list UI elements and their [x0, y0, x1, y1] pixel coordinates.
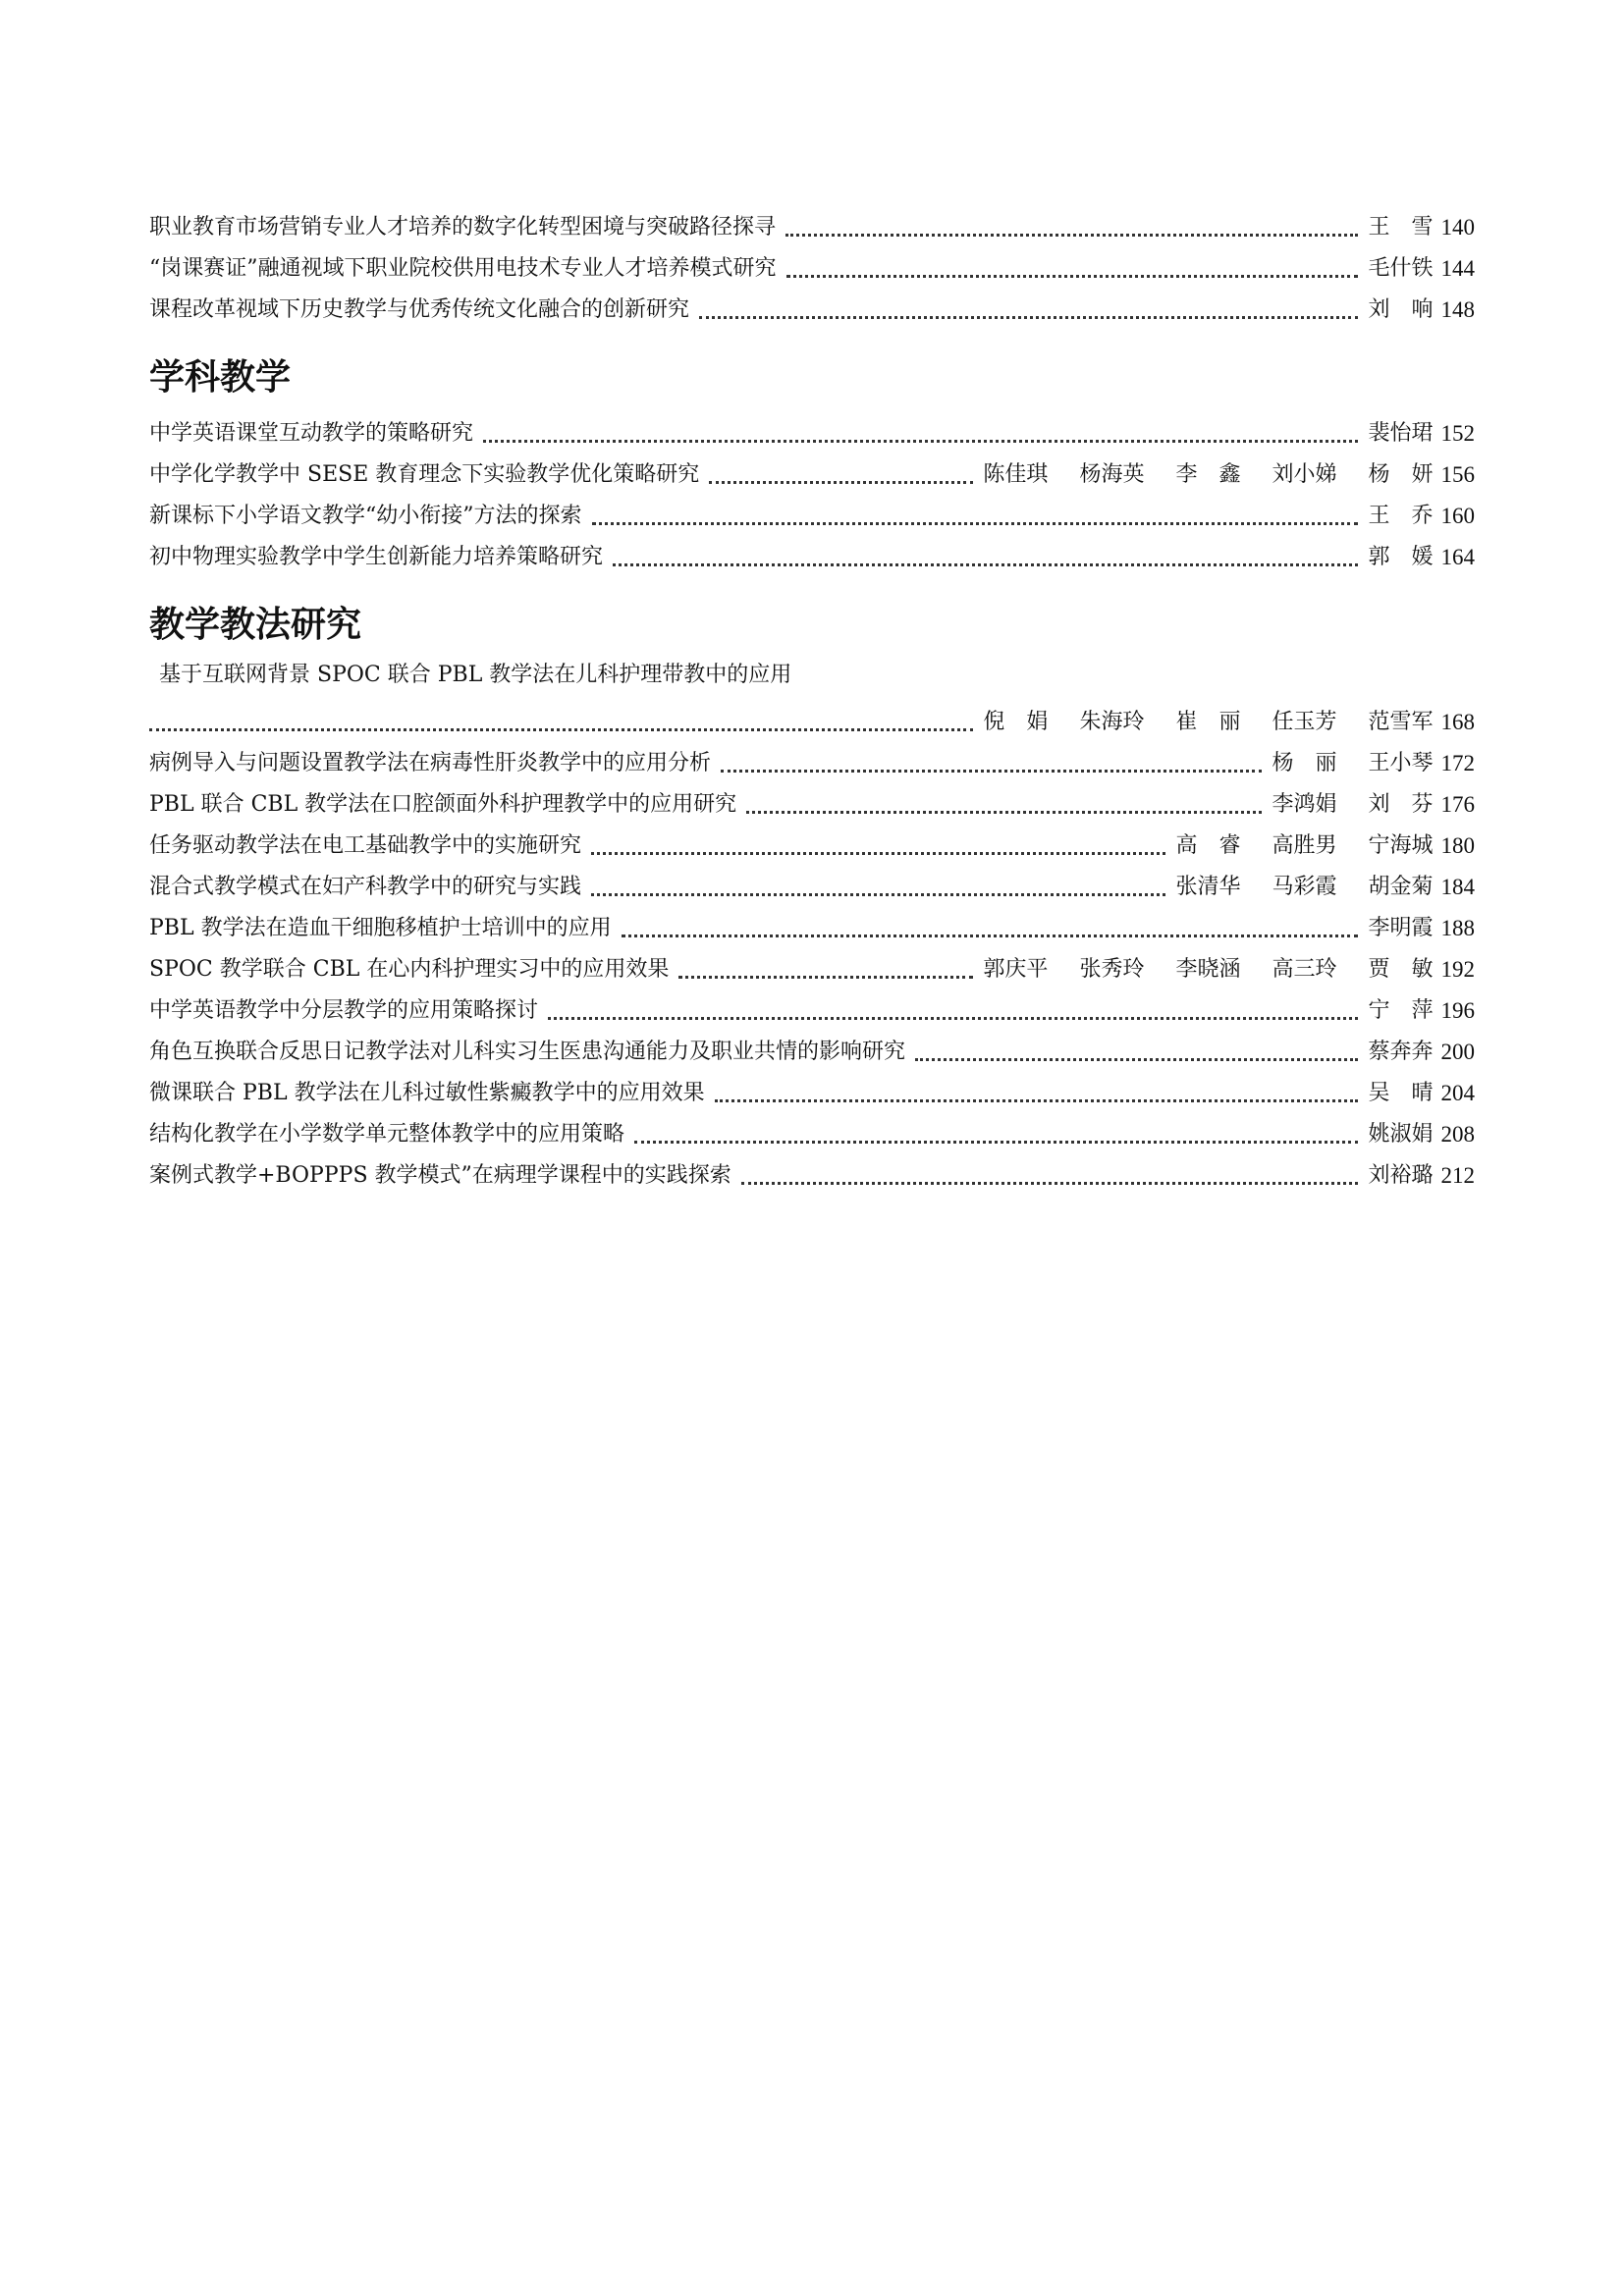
toc-entry[interactable]: [149, 820, 1475, 861]
author-name: 范雪军: [1368, 710, 1434, 734]
entry-page-number: 144: [1440, 256, 1475, 281]
toc-entry[interactable]: [149, 1108, 1475, 1149]
section-heading: 教学教法研究: [149, 605, 362, 645]
section-heading: 学科教学: [149, 357, 292, 398]
author-name: 裴怡珺: [1368, 421, 1434, 446]
entry-page-number: 200: [1440, 1040, 1475, 1064]
entry-authors: [983, 460, 1433, 490]
author-name: 贾 敏: [1368, 957, 1434, 982]
entry-title: 病例导入与问题设置教学法在病毒性肝炎教学中的应用分析: [149, 751, 712, 775]
entry-authors: [1175, 873, 1433, 902]
entry-authors: [1368, 1120, 1433, 1149]
entry-authors: [1368, 1038, 1433, 1067]
author-name: 王 雪: [1368, 215, 1434, 240]
entry-title: 课程改革视域下历史教学与优秀传统文化融合的创新研究: [149, 297, 690, 322]
author-name: 刘裕璐: [1368, 1163, 1434, 1188]
toc-entry[interactable]: [149, 902, 1475, 943]
toc-entry[interactable]: [149, 449, 1475, 490]
entry-title: 混合式教学模式在妇产科教学中的研究与实践: [149, 875, 582, 899]
toc-entry[interactable]: [149, 778, 1475, 820]
entry-title: 中学英语教学中分层教学的应用策略探讨: [149, 998, 539, 1023]
entry-page-number: 164: [1440, 545, 1475, 569]
author-name: 毛什铁: [1368, 256, 1434, 281]
author-name: 高 睿: [1175, 833, 1241, 858]
dot-leader: [548, 1017, 1358, 1020]
entry-page-number: 152: [1440, 421, 1475, 446]
entry-title: 职业教育市场营销专业人才培养的数字化转型困境与突破路径探寻: [149, 215, 777, 240]
author-name: 姚淑娟: [1368, 1122, 1434, 1147]
author-name: 宁 萍: [1368, 998, 1434, 1023]
entry-authors: [1175, 831, 1433, 861]
author-name: 宁海城: [1368, 833, 1434, 858]
toc-entry[interactable]: [149, 1026, 1475, 1067]
toc-section-continued: [149, 201, 1475, 325]
entry-page-number: 184: [1440, 875, 1475, 899]
dot-leader: [785, 234, 1358, 237]
entry-title: 基于互联网背景 SPOC 联合 PBL 教学法在儿科护理带教中的应用: [159, 663, 792, 687]
dot-leader: [622, 934, 1359, 937]
entry-page-number: 212: [1440, 1163, 1475, 1188]
entry-page-number: 192: [1440, 957, 1475, 982]
toc-section-teaching-methods: [149, 598, 1475, 1191]
author-name: 王 乔: [1368, 504, 1434, 528]
entry-title: 结构化教学在小学数学单元整体教学中的应用策略: [149, 1122, 625, 1147]
author-name: 张清华: [1175, 875, 1241, 899]
entry-authors: [1368, 502, 1433, 531]
toc-entry[interactable]: [149, 985, 1475, 1026]
entry-page-number: 204: [1440, 1081, 1475, 1105]
toc-entry[interactable]: [149, 943, 1475, 985]
author-name: 任玉芳: [1272, 710, 1337, 734]
entry-title: PBL 教学法在造血干细胞移植护士培训中的应用: [149, 916, 612, 940]
entry-title: 微课联合 PBL 教学法在儿科过敏性紫癜教学中的应用效果: [149, 1081, 705, 1105]
author-name: 朱海玲: [1079, 710, 1145, 734]
entry-page-number: 172: [1440, 751, 1475, 775]
toc-entry[interactable]: [149, 201, 1475, 242]
author-name: 高胜男: [1272, 833, 1337, 858]
toc-entry[interactable]: [149, 242, 1475, 284]
author-name: 吴 晴: [1368, 1081, 1434, 1105]
author-name: 李明霞: [1368, 916, 1434, 940]
author-name: 杨 丽: [1272, 751, 1337, 775]
dot-leader: [149, 728, 973, 731]
dot-leader: [678, 976, 973, 979]
author-name: 李 鑫: [1175, 462, 1241, 487]
dot-leader: [699, 316, 1358, 319]
dot-leader: [709, 481, 973, 484]
entry-page-number: 160: [1440, 504, 1475, 528]
author-name: 李晓涵: [1175, 957, 1241, 982]
dot-leader: [483, 440, 1358, 443]
dot-leader: [592, 522, 1359, 525]
author-name: 刘 芬: [1368, 792, 1434, 817]
entry-page-number: 168: [1440, 710, 1475, 734]
author-name: 高三玲: [1272, 957, 1337, 982]
dot-leader: [746, 811, 1262, 814]
entry-page-number: 188: [1440, 916, 1475, 940]
dot-leader: [915, 1058, 1358, 1061]
author-name: 郭 媛: [1368, 545, 1434, 569]
entry-authors: [1272, 790, 1433, 820]
author-name: 郭庆平: [983, 957, 1049, 982]
author-name: 杨海英: [1079, 462, 1145, 487]
entry-title: “岗课赛证”融通视域下职业院校供用电技术专业人才培养模式研究: [149, 256, 777, 281]
entry-authors: [1368, 543, 1433, 572]
table-of-contents: [149, 201, 1475, 1191]
dot-leader: [721, 770, 1262, 773]
dot-leader: [613, 563, 1358, 566]
entry-authors: [983, 708, 1433, 737]
entry-page-number: 196: [1440, 998, 1475, 1023]
toc-entry[interactable]: [149, 531, 1475, 572]
entry-title: 角色互换联合反思日记教学法对儿科实习生医患沟通能力及职业共情的影响研究: [149, 1040, 906, 1064]
toc-entry[interactable]: [149, 407, 1475, 449]
entry-authors: [1368, 1079, 1433, 1108]
entry-page-number: 176: [1440, 792, 1475, 817]
entry-title: PBL 联合 CBL 教学法在口腔颌面外科护理教学中的应用研究: [149, 792, 737, 817]
author-name: 王小琴: [1368, 751, 1434, 775]
entry-authors: [1368, 295, 1433, 325]
entry-page-number: 180: [1440, 833, 1475, 858]
author-name: 崔 丽: [1175, 710, 1241, 734]
author-name: 李鸿娟: [1272, 792, 1337, 817]
dot-leader: [786, 275, 1359, 278]
entry-title: 新课标下小学语文教学“幼小衔接”方法的探索: [149, 504, 582, 528]
author-name: 马彩霞: [1272, 875, 1337, 899]
author-name: 张秀玲: [1079, 957, 1145, 982]
entry-authors: [1368, 254, 1433, 284]
author-name: 刘小娣: [1272, 462, 1337, 487]
entry-title: SPOC 教学联合 CBL 在心内科护理实习中的应用效果: [149, 957, 670, 982]
entry-title: 中学化学教学中 SESE 教育理念下实验教学优化策略研究: [149, 462, 700, 487]
toc-entry[interactable]: [149, 737, 1475, 778]
toc-entry-continuation: [149, 696, 1475, 737]
entry-authors: [983, 955, 1433, 985]
entry-title: 中学英语课堂互动教学的策略研究: [149, 421, 474, 446]
entry-authors: [1368, 914, 1433, 943]
author-name: 胡金菊: [1368, 875, 1434, 899]
entry-authors: [1368, 996, 1433, 1026]
dot-leader: [591, 893, 1165, 896]
author-name: 蔡奔奔: [1368, 1040, 1434, 1064]
author-name: 倪 娟: [983, 710, 1049, 734]
toc-entry[interactable]: [149, 1149, 1475, 1191]
entry-page-number: 140: [1440, 215, 1475, 240]
entry-page-number: 156: [1440, 462, 1475, 487]
entry-authors: [1272, 749, 1433, 778]
entry-page-number: 208: [1440, 1122, 1475, 1147]
entry-title: 案例式教学+BOPPPS 教学模式”在病理学课程中的实践探索: [149, 1163, 731, 1188]
entry-title: 初中物理实验教学中学生创新能力培养策略研究: [149, 545, 604, 569]
entry-page-number: 148: [1440, 297, 1475, 322]
author-name: 杨 妍: [1368, 462, 1434, 487]
entry-authors: [1368, 213, 1433, 242]
dot-leader: [715, 1099, 1359, 1102]
toc-entry[interactable]: [149, 861, 1475, 902]
toc-entry[interactable]: [149, 490, 1475, 531]
toc-entry[interactable]: [149, 284, 1475, 325]
entry-authors: [1368, 419, 1433, 449]
author-name: 刘 响: [1368, 297, 1434, 322]
entry-title: 任务驱动教学法在电工基础教学中的实施研究: [149, 833, 582, 858]
author-name: 陈佳琪: [983, 462, 1049, 487]
entry-authors: [1368, 1161, 1433, 1191]
toc-section-subject-teaching: [149, 350, 1475, 572]
dot-leader: [741, 1182, 1359, 1185]
toc-entry-wrapped[interactable]: [149, 655, 1475, 737]
toc-entry[interactable]: [149, 1067, 1475, 1108]
dot-leader: [634, 1141, 1358, 1144]
dot-leader: [591, 852, 1165, 855]
